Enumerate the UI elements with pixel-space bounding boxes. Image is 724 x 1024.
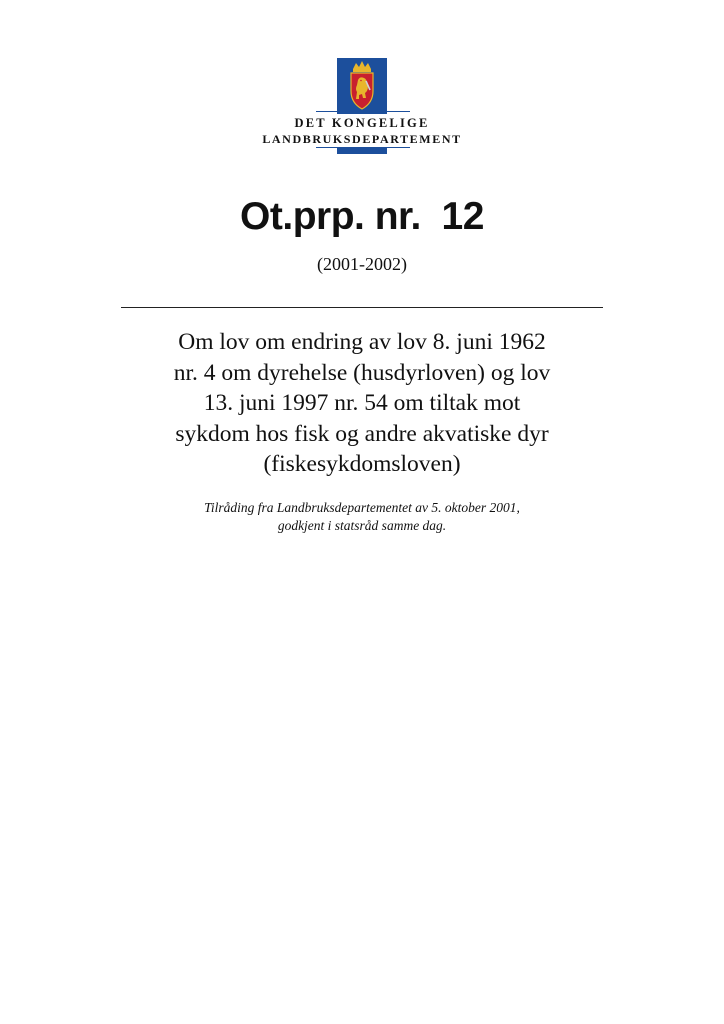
subject-line: 13. juni 1997 nr. 54 om tiltak mot xyxy=(203,390,521,416)
ministry-logo xyxy=(0,58,724,154)
subject-line: Om lov om endring av lov 8. juni 1962 xyxy=(178,329,546,355)
approval-line: godkjent i statsråd samme dag. xyxy=(277,518,447,533)
subject-line: sykdom hos fisk og andre akvatiske dyr xyxy=(175,420,549,447)
ministry-name-line2: LANDBRUKSDEPARTEMENT xyxy=(262,132,462,146)
approval-note xyxy=(120,499,604,535)
approval-line: Tilråding fra Landbruksdepartementet av 5. oktober 2001, xyxy=(204,500,520,515)
document-subject xyxy=(120,327,604,480)
logo-stripe xyxy=(337,148,387,154)
logo-rule-bottom xyxy=(316,147,410,148)
logo-rule-top xyxy=(316,111,410,112)
norwegian-coat-of-arms-icon xyxy=(337,58,387,114)
session-years: (2001-2002) xyxy=(317,254,407,274)
ministry-name-line1: DET KONGELIGE xyxy=(294,116,430,130)
document-title: Ot.prp. nr. 12 xyxy=(240,195,484,238)
title-divider xyxy=(121,307,603,308)
subject-line: nr. 4 om dyrehelse (husdyrloven) og lov xyxy=(173,359,551,386)
subject-line: (fiskesykdomsloven) xyxy=(263,451,461,477)
